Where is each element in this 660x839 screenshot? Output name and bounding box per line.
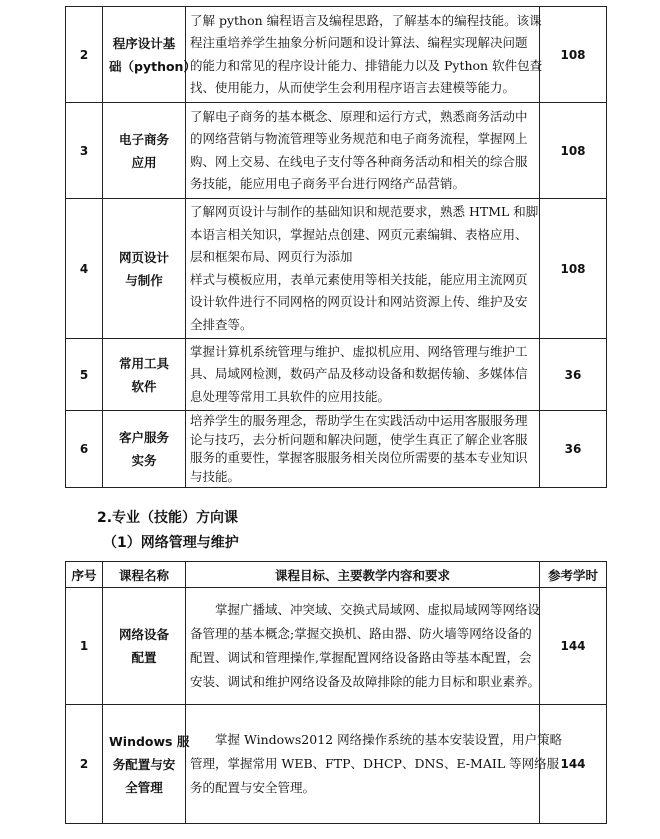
description-line: 样式与模板应用，表单元素使用等相关技能，能应用主流网页: [190, 271, 528, 287]
description-line: 管理，掌握常用 WEB、FTP、DHCP、DNS、E-MAIL 等网络服: [190, 756, 560, 771]
course-description: [186, 705, 563, 824]
table-row: [66, 103, 607, 199]
row-number: 4: [66, 199, 103, 339]
course-table-network: [65, 561, 607, 824]
row-number: 1: [66, 588, 103, 705]
course-name-line: 务配置与安: [112, 756, 176, 772]
description-line: 配置、调试和管理操作,掌握配置网络设备路由等基本配置，会: [190, 650, 532, 665]
course-name-line: 础（python）: [109, 58, 196, 74]
course-table-core-body: [66, 7, 607, 488]
row-number: 5: [66, 339, 103, 411]
course-name: [103, 339, 186, 411]
course-name: [103, 7, 196, 103]
course-hours: 36: [540, 339, 607, 411]
course-hours: 36: [540, 411, 607, 488]
course-table-core: [65, 6, 607, 488]
course-name: [103, 199, 186, 339]
description-line: 务技能，能应用电子商务平台进行网络产品营销。: [190, 176, 466, 191]
description-line: 务的配置与安全管理。: [190, 780, 316, 795]
description-line: 的能力和常见的程序设计能力、排错能力以及 Python 软件包查: [190, 57, 543, 73]
description-line: 层和框架布局、网页行为添加: [190, 249, 353, 264]
course-name-line: 应用: [131, 154, 157, 170]
description-line: 具、局域网检测，数码产品及移动设备和数据传输、多媒体信: [190, 366, 528, 382]
row-number: 6: [66, 411, 103, 488]
description-line: 论与技巧，去分析问题和解决问题，使学生真正了解企业客服: [190, 431, 528, 447]
header-course-name: 课程名称: [103, 562, 186, 588]
description-line: 了解 python 编程语言及编程思路，了解基本的编程技能。该课: [190, 12, 542, 28]
course-description: [186, 339, 540, 411]
course-name: [103, 411, 186, 488]
description-line: 程注重培养学生抽象分析问题和设计算法、编程实现解决问题: [190, 35, 528, 50]
course-name-line: 软件: [131, 378, 157, 394]
description-line: 找、使用能力，从而使学生会利用程序语言去建模等能力。: [190, 80, 516, 95]
course-hours: 108: [540, 199, 607, 339]
course-description: [186, 103, 540, 199]
header-hours: 参考学时: [540, 562, 607, 588]
table-row: [66, 588, 607, 705]
description-line: 了解网页设计与制作的基础知识和规范要求，熟悉 HTML 和脚: [190, 204, 539, 219]
course-description: [186, 7, 543, 103]
header-course-goals: 课程目标、主要教学内容和要求: [186, 562, 540, 588]
description-line: 掌握计算机系统管理与维护、虚拟机应用、网络管理与维护工: [190, 343, 528, 359]
course-name-line: 网络设备: [118, 627, 169, 642]
table-header: [66, 562, 607, 588]
description-line: 培养学生的服务理念，帮助学生在实践活动中运用客服服务理: [190, 413, 528, 428]
row-number: 2: [66, 7, 103, 103]
course-name: [103, 588, 186, 705]
description-line: 本语言相关知识，掌握站点创建、网页元素编辑、表格应用、: [190, 226, 528, 242]
course-name-line: 网页设计: [118, 249, 169, 265]
table-row: [66, 7, 607, 103]
course-hours: 108: [540, 103, 607, 199]
course-name: [103, 705, 190, 824]
description-line: 全排查等。: [190, 316, 253, 332]
table-row: [66, 705, 607, 824]
description-line: 的网络营销与物流管理等业务规范和电子商务流程，掌握网上: [190, 131, 528, 146]
table-row: [66, 199, 607, 339]
course-description: [186, 199, 540, 339]
description-line: 掌握广播域、冲突域、交换式局域网、虚拟局域网等网络设: [215, 602, 541, 617]
subsection-heading: （1）网络管理与维护: [103, 535, 239, 551]
course-description: [186, 411, 540, 488]
section-heading: 2.专业（技能）方向课: [97, 510, 239, 526]
description-line: 与技能。: [190, 468, 241, 484]
header-number: 序号: [66, 562, 103, 588]
course-name-line: 电子商务: [118, 131, 169, 147]
description-line: 掌握 Windows2012 网络操作系统的基本安装设置，用户策略: [215, 732, 563, 747]
table-row: [66, 411, 607, 488]
course-hours: 144: [540, 588, 607, 705]
description-line: 设计软件进行不同网格的网页设计和网站资源上传、维护及安: [190, 294, 528, 309]
description-line: 服务的重要性，掌握客服服务相关岗位所需要的基本专业知识: [190, 450, 528, 465]
course-description: [186, 588, 540, 705]
course-name-line: 客户服务: [118, 430, 169, 445]
row-number: 3: [66, 103, 103, 199]
course-name-line: 与制作: [125, 272, 163, 288]
course-name-line: 全管理: [125, 779, 163, 795]
description-line: 息处理等常用工具软件的应用技能。: [190, 388, 391, 404]
course-name-line: 实务: [131, 453, 157, 468]
table-row: [66, 339, 607, 411]
course-name-line: 配置: [131, 650, 157, 665]
course-hours: 108: [540, 7, 607, 103]
course-table-network-body: [66, 588, 607, 824]
course-hours: 144: [540, 705, 607, 824]
course-name: [103, 103, 186, 199]
description-line: 购、网上交易、在线电子支付等各种商务活动和相关的综合服: [190, 153, 528, 169]
course-name-line: 程序设计基: [112, 35, 176, 51]
description-line: 备管理的基本概念;掌握交换机、路由器、防火墙等网络设备的: [190, 626, 532, 641]
course-name-line: Windows 服: [109, 733, 190, 749]
description-line: 安装、调试和维护网络设备及故障排除的能力目标和职业素养。: [190, 674, 541, 689]
course-name-line: 常用工具: [118, 355, 169, 371]
description-line: 了解电子商务的基本概念、原理和运行方式，熟悉商务活动中: [190, 108, 528, 124]
row-number: 2: [66, 705, 103, 824]
table-header-row: [66, 562, 607, 588]
